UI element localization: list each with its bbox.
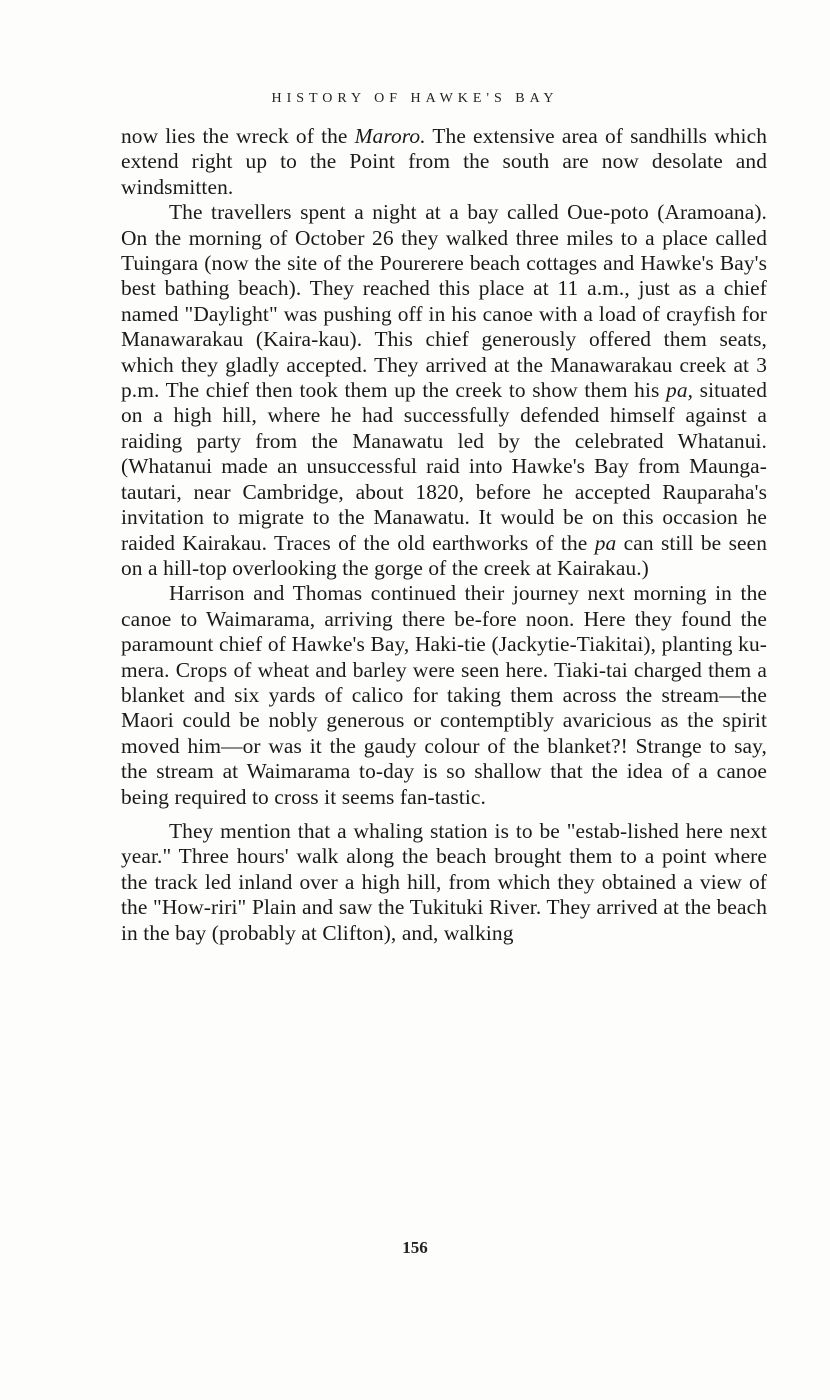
paragraph-2-text-2: situated on a high hill, where he had successfully defended himself against a raiding party from the Manawatu led by the celebrated Whatanui. (Whatanui made an unsuccessful raid into Hawke's Bay from Maunga-tautari, near Cambridge, about 1820, before he accepted Rauparaha's invitation to migrate to the Manawatu. It would be on this occasion he raided Kairakau. Traces of the old earthworks of the <box>121 378 768 555</box>
italic-pa-2: pa <box>594 530 617 555</box>
paragraph-1-text-1: now lies the wreck of the <box>121 124 355 148</box>
paragraph-2-text-1: The travellers spent a night at a bay called Oue-poto (Aramoana). On the morning of October 26 they walked three miles to a place called Tuingara (now the site of the Pourerere beach cottages and Hawke's Bay's best bathing beach). They reached this place at 11 a.m., just as a chief named "Daylight" was pushing off in his canoe with a load of crayfish for Manawarakau (Kaira-kau). This chief generously offered them seats, which they gladly accepted. They arrived at the Manawarakau creek at 3 p.m. The chief then took them up the creek to show them his <box>121 200 767 403</box>
paragraph-2 <box>121 200 767 581</box>
paragraph-4-text-1: They mention that a whaling station is to be "estab-lished here next year." Three hours' walk along the beach brought them to a point where the track led inland over a high hill, from which they obtained a view of the "How-riri" Plain and saw the Tukituki River. They arrived at the beach in the bay (probably at Clifton), and, walking <box>121 818 767 945</box>
paragraph-3-text-1: Harrison and Thomas continued their journey next morning in the canoe to Waimarama, arriving there be-fore noon. Here they found the paramount chief of Hawke's Bay, Haki-tie (Jackytie-Tiakitai), planting ku-mera. Crops of wheat and barley were seen here. Tiaki-tai charged them a blanket and six yards of calico for taking them across the stream—the Maori could be nobly generous or contemptibly avaricious as the spirit moved him—or was it the gaudy colour of the blanket?! Strange to say, the stream at Waimarama to-day is so shallow that the idea of a canoe being required to cross it seems fan-tastic. <box>121 581 767 809</box>
italic-pa-1: pa, <box>666 378 694 403</box>
ship-name-maroro: Maroro. <box>354 124 426 148</box>
paragraph-1 <box>121 124 767 200</box>
body-text <box>121 124 767 946</box>
page-number: 156 <box>402 1238 428 1257</box>
paragraph-3 <box>121 581 767 810</box>
paragraph-1-text-2: The extensive area of sandhills which extend right up to the Point from the south are now desolate and windsmitten. <box>121 124 767 199</box>
paragraph-4 <box>121 819 767 946</box>
running-head: HISTORY OF HAWKE'S BAY <box>271 91 559 106</box>
paragraph-2-text-3: can still be seen on a hill-top overlooking the gorge of the creek at Kairakau.) <box>121 530 767 580</box>
